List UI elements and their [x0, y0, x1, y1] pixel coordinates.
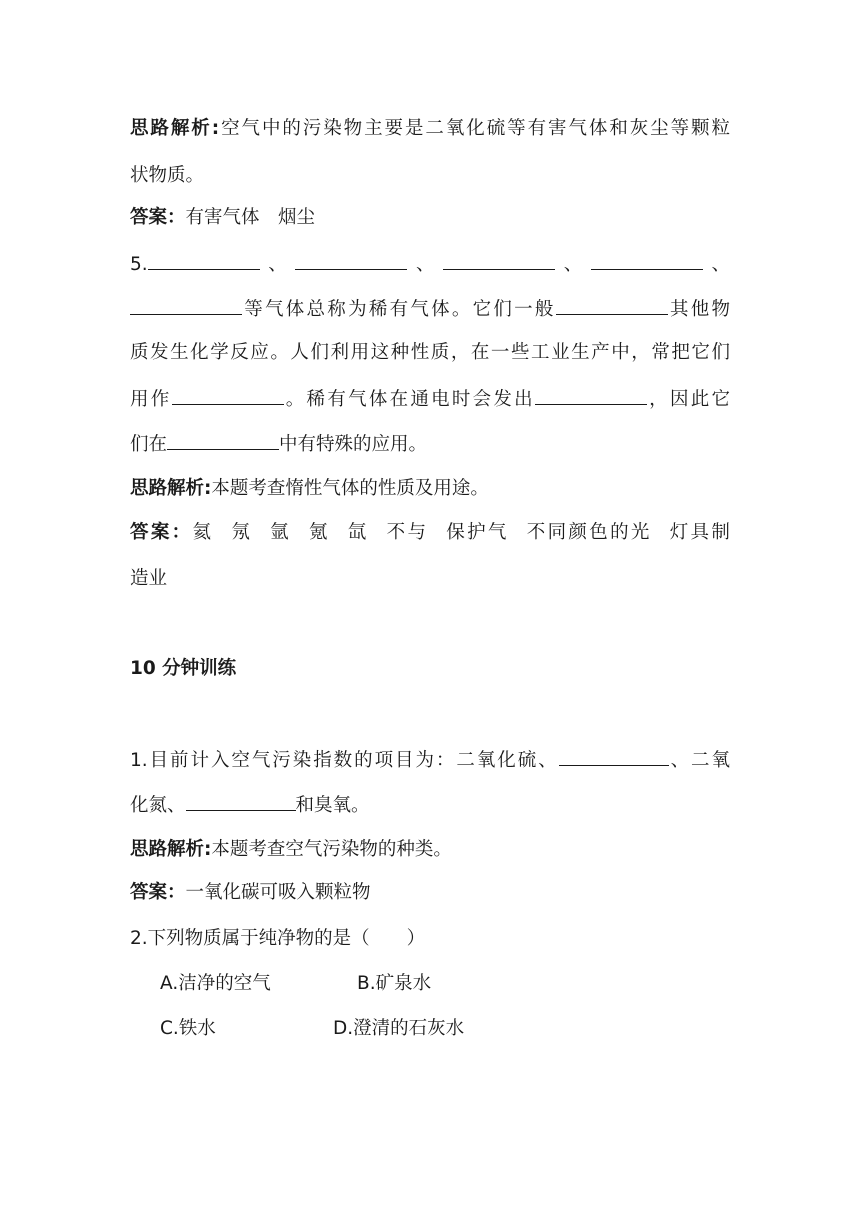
analysis-label: 思路解析: [130, 839, 212, 860]
q5-line3: 质发生化学反应。人们利用这种性质，在一些工业生产中，常把它们 [130, 342, 730, 363]
answer-blank [130, 296, 242, 315]
section-title: 10 分钟训练 [130, 658, 237, 679]
answer-blank [295, 251, 407, 270]
answer-item: 不同颜色的光 [526, 522, 652, 543]
t2-option-a: A.洁净的空气 [160, 973, 271, 994]
answer-item: 氦 [192, 522, 214, 543]
q5-line4: 用作 。稀有气体在通电时会发出 ，因此它 [130, 386, 730, 412]
answer-text: 一氧化碳可吸入颗粒物 [185, 882, 371, 903]
t2-option-b: B.矿泉水 [357, 973, 432, 994]
q5-line5: 们在 中有特殊的应用。 [130, 431, 427, 457]
prev-analysis-line1 [130, 117, 730, 141]
answer-blank [443, 251, 555, 270]
answer-blank [535, 386, 647, 405]
answer-blank [186, 792, 296, 811]
t1-analysis [130, 838, 452, 862]
t2-option-d: D.澄清的石灰水 [333, 1018, 465, 1039]
answer-item: 灯具制 [669, 522, 730, 543]
prev-answer [130, 206, 315, 230]
answer-text: 有害气体 烟尘 [185, 207, 316, 228]
analysis-label: 思路解析: [130, 118, 220, 139]
answer-blank [591, 251, 703, 270]
answer-label: 答案： [130, 882, 186, 903]
answer-item: 氪 [308, 522, 330, 543]
t1-line2: 化氮、 和臭氧。 [130, 792, 370, 818]
answer-item: 不与 [386, 522, 429, 543]
analysis-label: 思路解析: [130, 478, 212, 499]
answer-item: 氖 [231, 522, 253, 543]
answer-label: 答案： [130, 522, 193, 543]
answer-blank [148, 251, 260, 270]
q5-line2: 等气体总称为稀有气体。它们一般 其他物 [130, 296, 730, 322]
answer-blank [167, 431, 279, 450]
q5-analysis [130, 477, 489, 501]
answer-item: 保护气 [446, 522, 509, 543]
q5-answer [130, 521, 730, 545]
answer-label: 答案： [130, 207, 186, 228]
t1-line1: 1.目前计入空气污染指数的项目为：二氧化硫、 、二氧 [130, 747, 730, 773]
analysis-text: 本题考查空气污染物的种类。 [211, 839, 452, 860]
q5-line1: 5. 、 、 、 、 [130, 251, 730, 277]
q5-number: 5. [130, 254, 148, 275]
t2-option-c: C.铁水 [160, 1018, 216, 1039]
analysis-text: 空气中的污染物主要是二氧化硫等有害气体和灰尘等颗粒 [219, 118, 730, 139]
answer-blank [172, 386, 284, 405]
t1-answer [130, 881, 371, 905]
answer-item: 氩 [270, 522, 291, 543]
prev-analysis-line2: 状物质。 [130, 165, 205, 186]
answer-blank [556, 296, 668, 315]
q5-answer-line2: 造业 [130, 568, 168, 589]
answer-item: 氙 [347, 522, 369, 543]
analysis-text: 本题考查惰性气体的性质及用途。 [211, 478, 489, 499]
answer-blank [559, 747, 669, 766]
t2-question: 2.下列物质属于纯净物的是（ ） [130, 928, 426, 949]
